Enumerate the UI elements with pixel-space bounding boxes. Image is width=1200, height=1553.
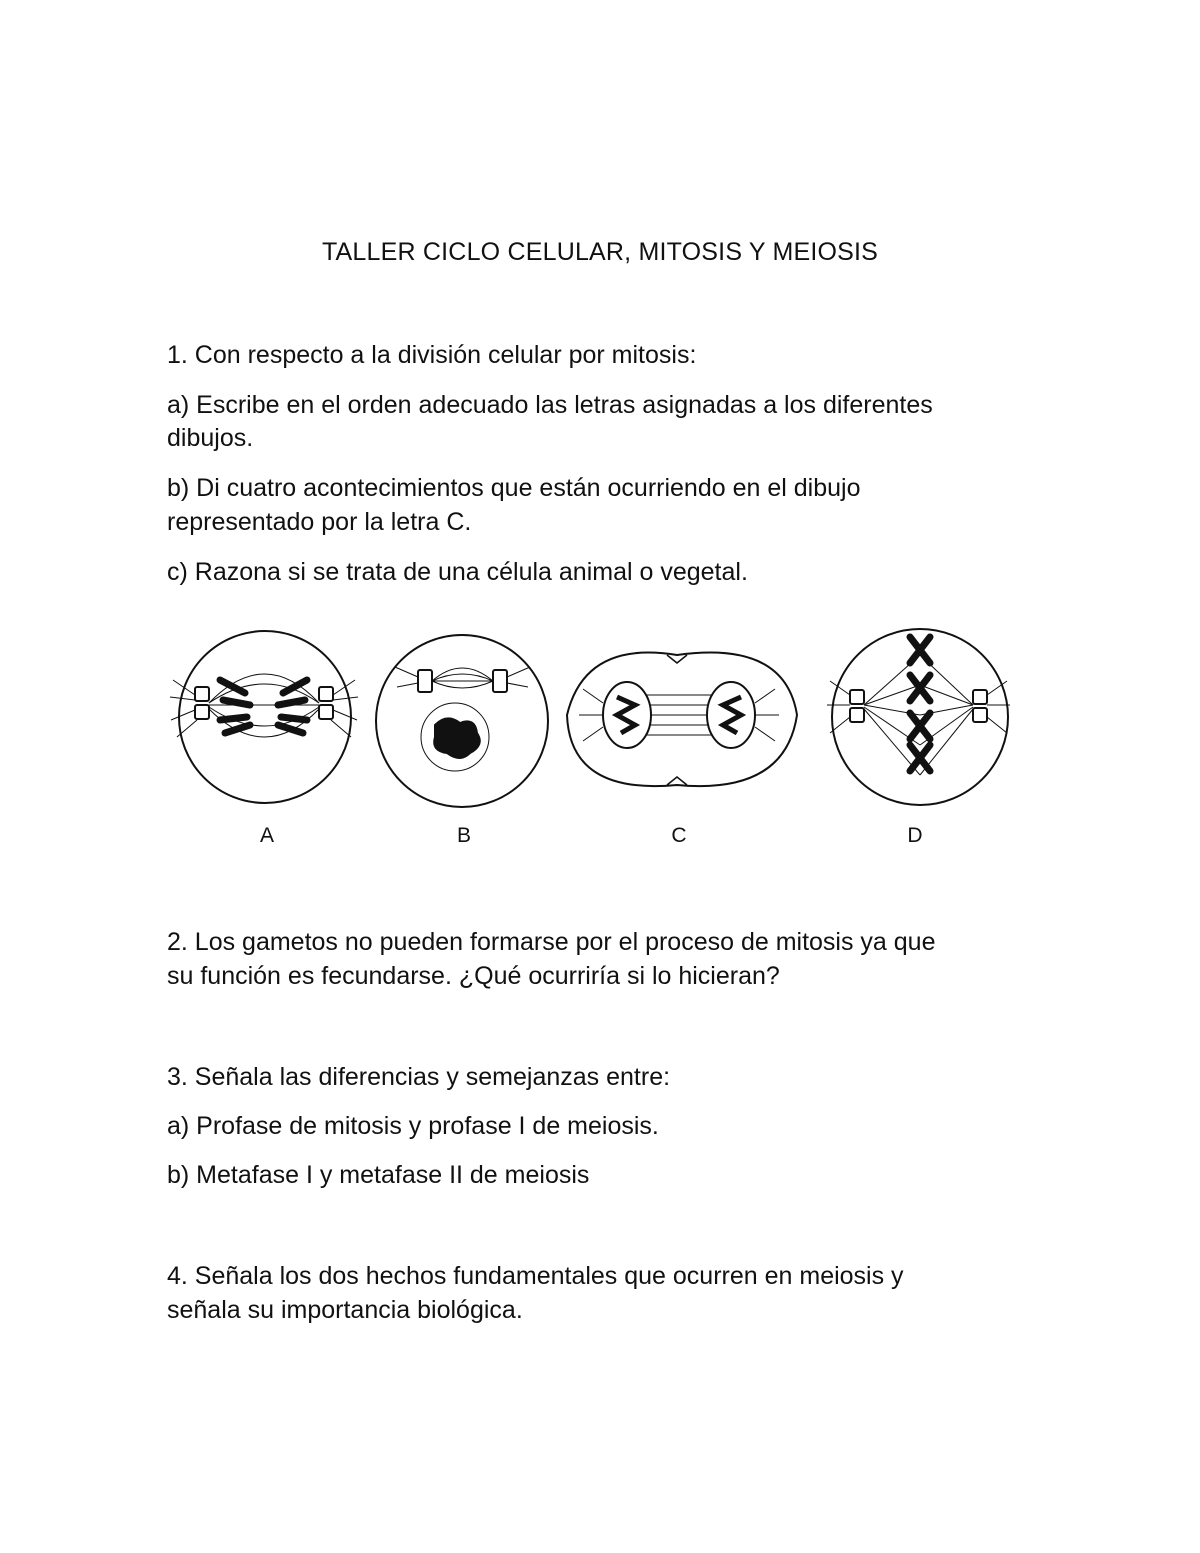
q1-heading: 1. Con respecto a la división celular por mitosis: bbox=[167, 341, 697, 369]
mitosis-phases-figure bbox=[165, 625, 1025, 860]
document-title: TALLER CICLO CELULAR, MITOSIS Y MEIOSIS bbox=[321, 238, 879, 266]
q1-a-line2: dibujos. bbox=[167, 424, 254, 452]
figure-label-b: B bbox=[456, 824, 472, 847]
q4-line2: señala su importancia biológica. bbox=[167, 1296, 523, 1324]
cell-a-drawing bbox=[170, 631, 358, 803]
q3-a: a) Profase de mitosis y profase I de meiosis. bbox=[167, 1112, 659, 1140]
q1-b-line1: b) Di cuatro acontecimientos que están ocurriendo en el dibujo bbox=[167, 474, 861, 502]
cell-b-drawing bbox=[376, 635, 548, 807]
q2-line1: 2. Los gametos no pueden formarse por el proceso de mitosis ya que bbox=[167, 928, 936, 956]
q3-b: b) Metafase I y metafase II de meiosis bbox=[167, 1161, 590, 1189]
figure-label-a: A bbox=[259, 824, 275, 847]
q1-b-line2: representado por la letra C. bbox=[167, 508, 472, 536]
cell-c-drawing bbox=[567, 653, 797, 787]
q1-a-line1: a) Escribe en el orden adecuado las letras asignadas a los diferentes bbox=[167, 391, 933, 419]
q1-c-line: c) Razona si se trata de una célula animal o vegetal. bbox=[167, 558, 748, 586]
q3-heading: 3. Señala las diferencias y semejanzas entre: bbox=[167, 1063, 671, 1091]
cell-d-drawing bbox=[827, 629, 1010, 805]
figure-label-c: C bbox=[671, 824, 687, 847]
q2-line2: su función es fecundarse. ¿Qué ocurriría si lo hicieran? bbox=[167, 962, 780, 990]
figure-label-d: D bbox=[907, 824, 923, 847]
q4-line1: 4. Señala los dos hechos fundamentales que ocurren en meiosis y bbox=[167, 1262, 904, 1290]
